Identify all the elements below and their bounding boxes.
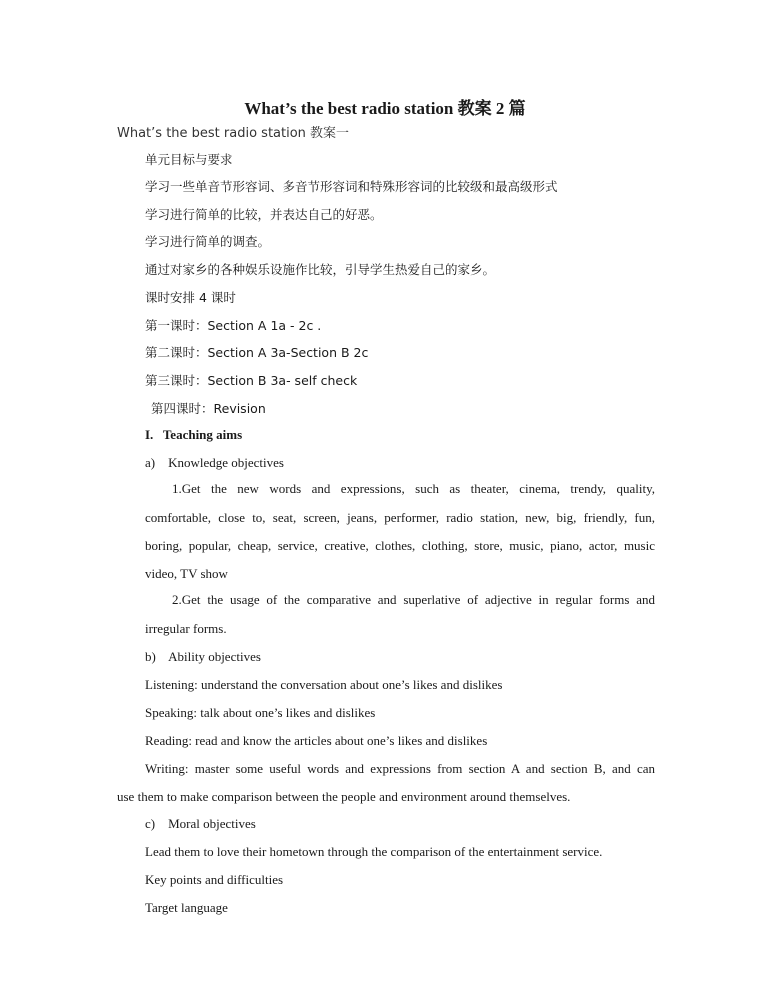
knowledge-item-1-line: 1.Get the new words and expressions, such as theater, cinema, trendy, quality, (172, 481, 655, 496)
lesson-item: 第三课时：Section B 3a- self check (145, 373, 358, 388)
knowledge-item-2-line: irregular forms. (145, 621, 227, 636)
knowledge-item-1-line: comfortable, close to, seat, screen, jeans, performer, radio station, new, big, friendly, fun, (145, 510, 655, 525)
lesson-item: 第二课时：Section A 3a-Section B 2c (145, 345, 369, 360)
schedule-line: 课时安排 4 课时 (145, 290, 236, 305)
moral-objectives-heading: c) Moral objectives (145, 816, 256, 831)
lesson-item: 第四课时：Revision (151, 401, 266, 416)
key-points-heading: Key points and difficulties (145, 872, 284, 887)
document-subtitle: What’s the best radio station 教案一 (117, 126, 350, 141)
reading-objective: Reading: read and know the articles about one’s likes and dislikes (145, 733, 488, 748)
lesson-item: 第一课时：Section A 1a - 2c . (145, 318, 322, 333)
teaching-aims-heading: I. Teaching aims (145, 427, 243, 442)
moral-objective-text: Lead them to love their hometown through the comparison of the entertainment service. (145, 844, 603, 859)
unit-goals-heading: 单元目标与要求 (145, 152, 233, 167)
knowledge-item-2-line: 2.Get the usage of the comparative and superlative of adjective in regular forms and (172, 592, 655, 607)
speaking-objective: Speaking: talk about one’s likes and dislikes (145, 705, 376, 720)
writing-objective-line: use them to make comparison between the people and environment around themselves. (117, 789, 571, 804)
knowledge-objectives-heading: a) Knowledge objectives (145, 455, 284, 470)
goal-item: 学习进行简单的调查。 (145, 234, 271, 249)
goal-item: 学习一些单音节形容词、多音节形容词和特殊形容词的比较级和最高级形式 (145, 179, 558, 194)
goal-item: 通过对家乡的各种娱乐设施作比较，引导学生热爱自己的家乡。 (145, 262, 496, 277)
goal-item: 学习进行简单的比较，并表达自己的好恶。 (145, 207, 383, 222)
document-title: What’s the best radio station 教案 2 篇 (244, 99, 526, 118)
knowledge-item-1-line: video, TV show (145, 566, 228, 581)
knowledge-item-1-line: boring, popular, cheap, service, creative, clothes, clothing, store, music, piano, actor, music (145, 538, 655, 553)
listening-objective: Listening: understand the conversation about one’s likes and dislikes (145, 677, 503, 692)
target-language-heading: Target language (145, 900, 228, 915)
writing-objective-line: Writing: master some useful words and expressions from section A and section B, and can (145, 761, 655, 776)
ability-objectives-heading: b) Ability objectives (145, 649, 261, 664)
